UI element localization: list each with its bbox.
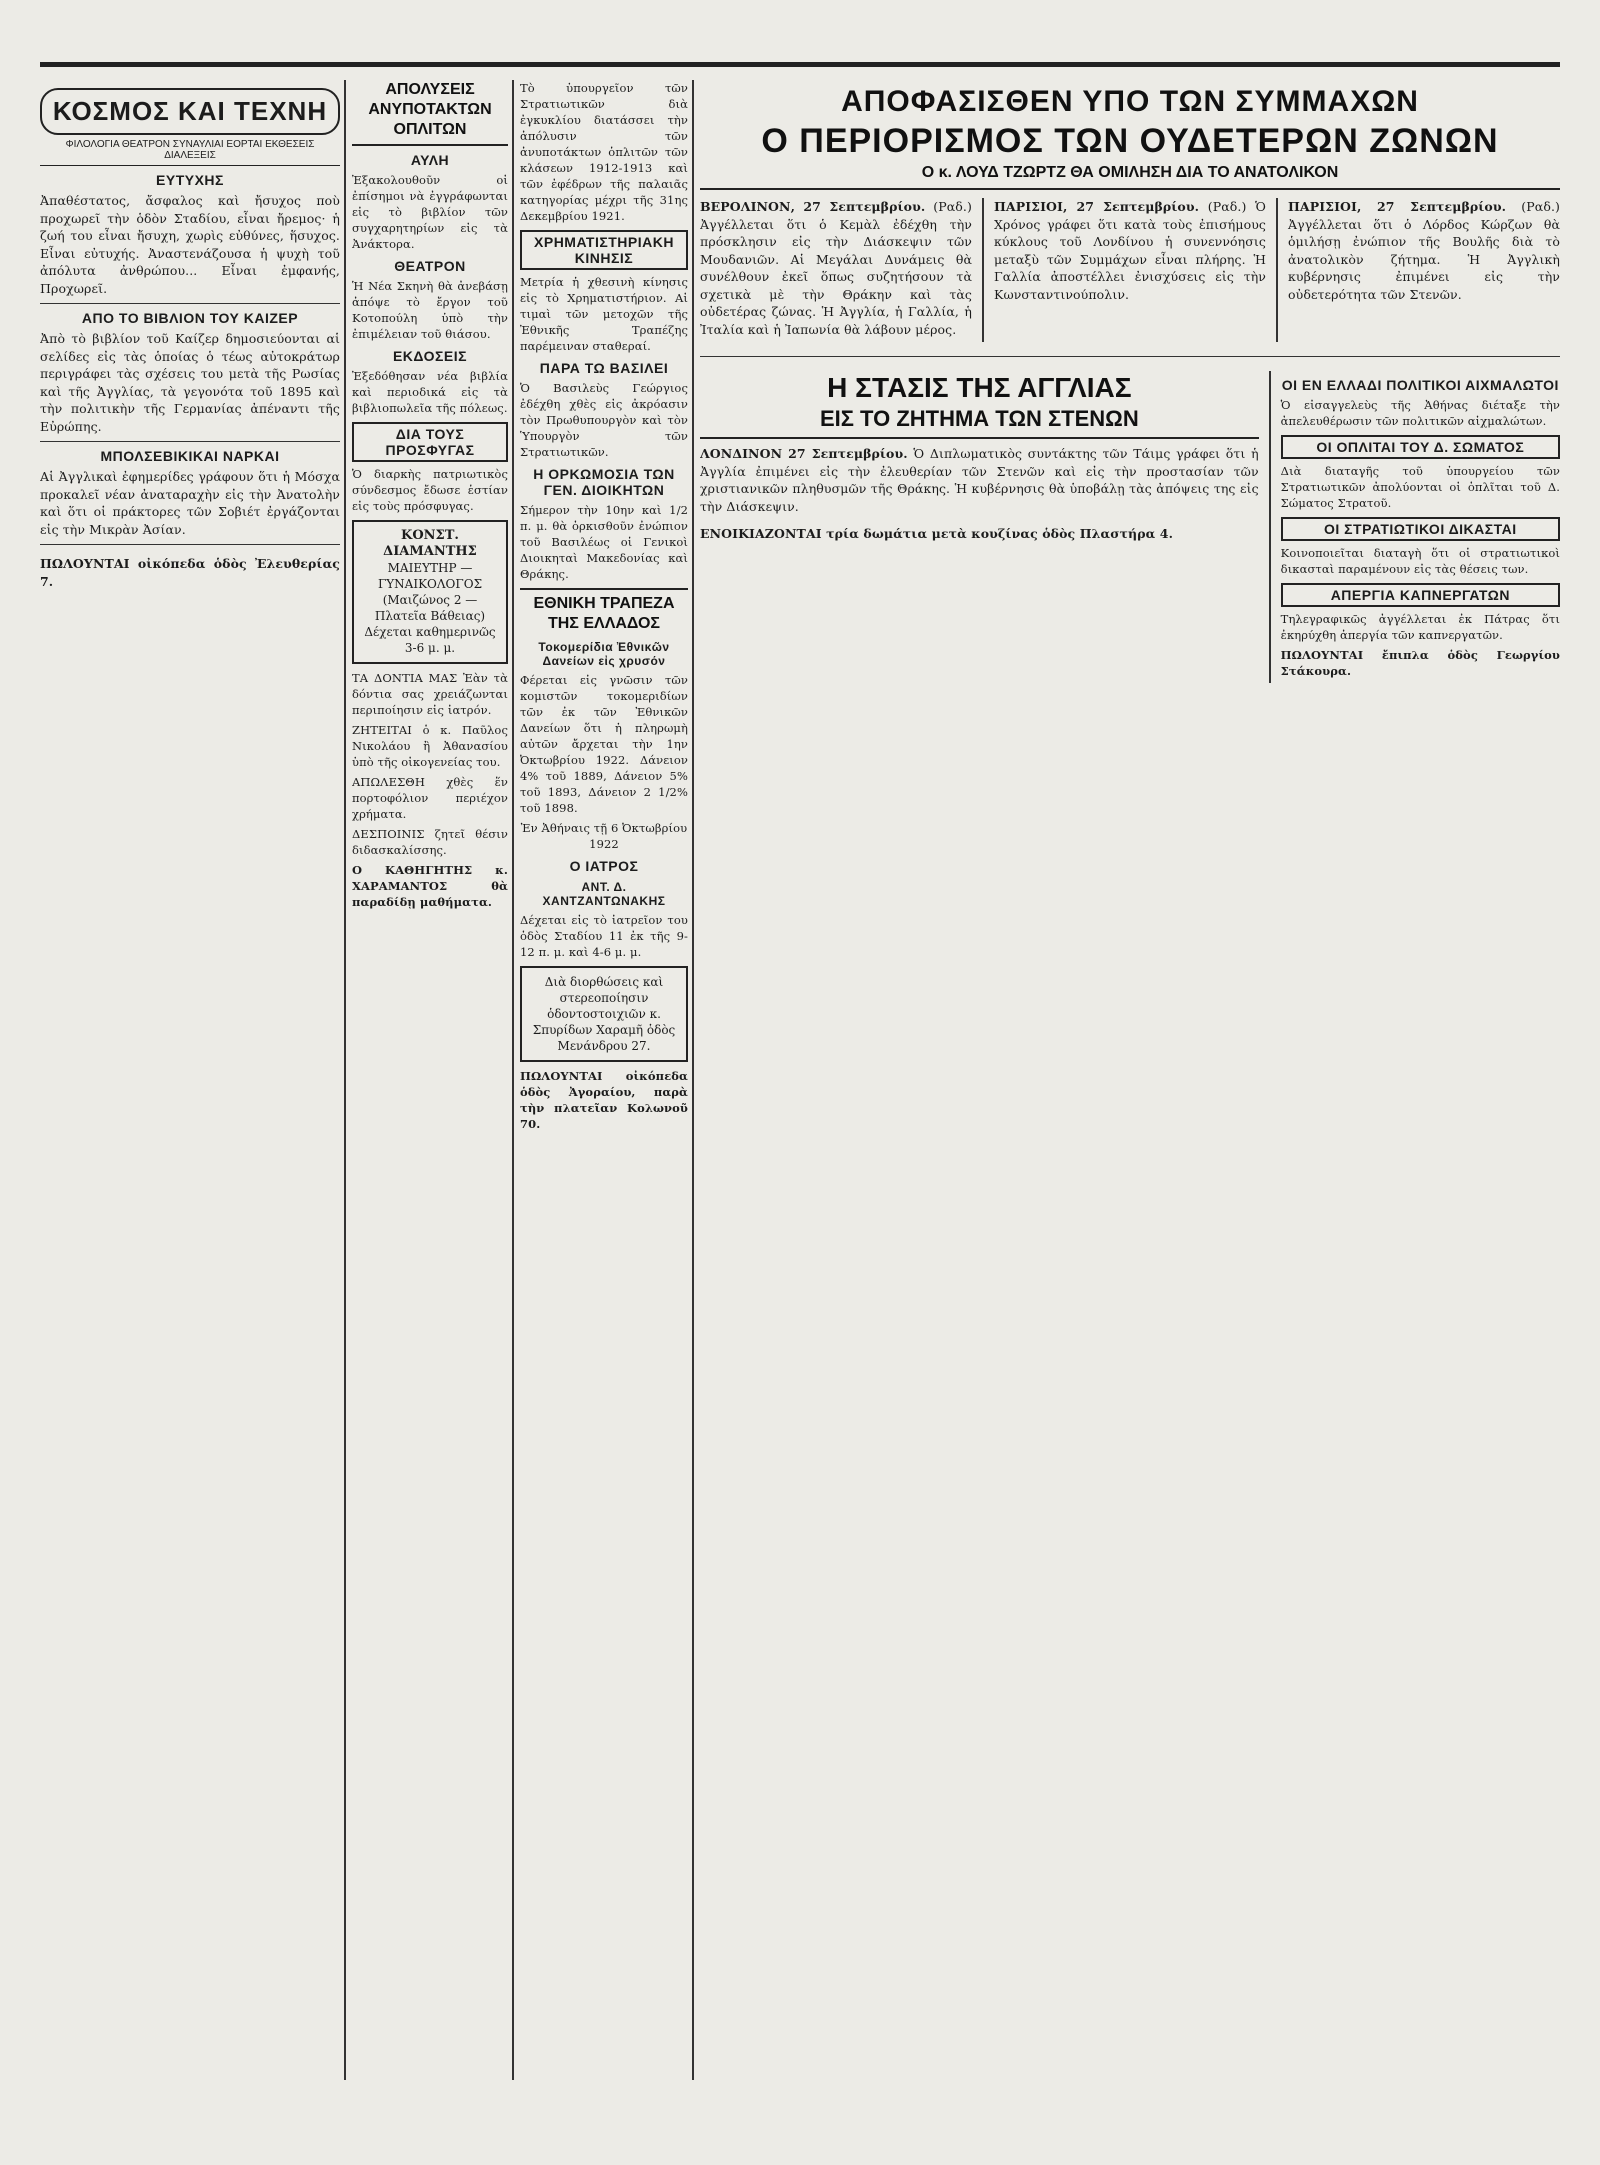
news-text: Ὁ Διπλωματικὸς συντάκτης τῶν Τάιμς γράφει ὅτι ἡ Ἀγγλία ἐπιμένει εἰς τὴν ἐλευθερίαν τῶν Στενῶν καὶ εἰς τὴν προστασίαν τῶν χριστιανικῶν πληθυσμῶν τῆς Θράκης. Ἡ κυβέρνησις θὰ ὑποβάλῃ τὰς ἀπόψεις της εἰς τὴν Διάσκεψιν. [700, 446, 1259, 514]
top-rule [40, 62, 1560, 67]
section-title-king: ΠΑΡΑ ΤΩ ΒΑΣΙΛΕΙ [539, 360, 669, 376]
straits-subheadline: ΕΙΣ ΤΟ ΖΗΤΗΜΑ ΤΩΝ ΣΤΕΝΩΝ [700, 405, 1259, 439]
article-text: Ἐξακολουθοῦν οἱ ἐπίσημοι νὰ ἐγγράφωνται εἰς τὸ βιβλίον τῶν συγχαρητηρίων εἰς τὰ Ἀνάκτορα. [352, 173, 508, 251]
article-text: Ἀπαθέστατος, ἄσφαλος καὶ ἤσυχος ποὺ προχωρεῖ τὴν ὁδὸν Σταδίου, εἶναι ἤρεμος· ἡ ζωή του εἶναι ἤσυχη, χωρὶς εὐθύνες, ἥσυχος. Εἶναι εὐτυχής. Ἀναστενάζουσα ἡ ψυχὴ τοῦ ἀπόλυτα ἀνθρώπου... Εἶναι ἐμφανής, Προχωρεῖ. [40, 193, 340, 296]
divider [700, 356, 1560, 357]
bank-subtitle: Τοκομερίδια Ἐθνικῶν Δανείων εἰς χρυσόν [538, 640, 670, 668]
doctor-ad-title: ΜΑΙΕΥΤΗΡ — ΓΥΝΑΙΚΟΛΟΓΟΣ [377, 561, 483, 591]
article-text: Ὁ εἰσαγγελεὺς τῆς Ἀθήνας διέταξε τὴν ἀπελευθέρωσιν τῶν πολιτικῶν αἰχμαλώτων. [1280, 398, 1560, 428]
doctor-name: ΑΝΤ. Δ. ΧΑΝΤΖΑΝΤΩΝΑΚΗΣ [542, 880, 666, 908]
section-title-editions: ΕΚΔΟΣΕΙΣ [392, 348, 468, 364]
classified-ad: ΖΗΤΕΙΤΑΙ ὁ κ. Παῦλος Νικολάου ἢ Ἀθανασίου ὑπὸ τῆς οἰκογενείας του. [352, 723, 508, 769]
doctor-ad-box [352, 520, 508, 664]
article-text: Αἱ Ἀγγλικαὶ ἐφημερίδες γράφουν ὅτι ἡ Μόσχα προκαλεῖ νέαν ἀναταραχὴν εἰς τὴν Ἀνατολὴν καὶ ὅτι οἱ πράκτορες τῶν Σοβιέτ ἐργάζονται εἰς τὴν Μικρὰν Ἀσίαν. [40, 469, 340, 537]
classified-ad: ΠΩΛΟΥΝΤΑΙ οἰκόπεδα ὁδὸς Ἀγοραίου, παρὰ τὴν πλατεῖαν Κολωνοῦ 70. [520, 1069, 688, 1131]
section-title-strike: ΑΠΕΡΓΙΑ ΚΑΠΝΕΡΓΑΤΩΝ [1281, 583, 1560, 607]
doctor-title: Ο ΙΑΤΡΟΣ [569, 858, 639, 874]
classified-ad: ΕΝΟΙΚΙΑΖΟΝΤΑΙ τρία δωμάτια μετὰ κουζίνας ὁδὸς Πλαστήρα 4. [700, 526, 1174, 541]
divider [40, 441, 340, 442]
banner-headline: ΑΠΟΦΑΣΙΣΘΕΝ ΥΠΟ ΤΩΝ ΣΥΜΜΑΧΩΝ [841, 85, 1419, 118]
news-text: (Ραδ.) Ἀγγέλλεται ὅτι ὁ Κεμὰλ ἐδέχθη τὴν πρόσκλησιν εἰς τὴν Διάσκεψιν τῶν Μουδανιῶν. Αἱ Μεγάλαι Δυνάμεις θὰ συνέλθουν ἐκεῖ ὅπως συζητήσουν τὰ σχετικὰ μὲ τὴν Θράκην καὶ τὰς οὐδετέρας ζώνας. Ἡ Ἀγγλία, ἡ Γαλλία, ἡ Ἰταλία καὶ ἡ Ἰαπωνία θὰ λάβουν μέρος. [700, 199, 972, 337]
article-text: Τηλεγραφικῶς ἀγγέλλεται ἐκ Πάτρας ὅτι ἐκηρύχθη ἀπεργία τῶν καπνεργατῶν. [1280, 612, 1560, 642]
column-2 [352, 80, 508, 2150]
brief-news-column [1281, 371, 1560, 683]
article-text: Διὰ διαταγῆς τοῦ ὑπουργείου τῶν Στρατιωτικῶν ἀπολύονται οἱ ὁπλῖται τοῦ Δ. Σώματος Στρατοῦ. [1280, 464, 1560, 510]
lower-section [700, 371, 1560, 683]
doctor-ad-hours: Δέχεται καθημερινῶς 3-6 μ. μ. [364, 625, 496, 655]
classified-ad: ΑΠΩΛΕΣΘΗ χθὲς ἕν πορτοφόλιον περιέχον χρήματα. [352, 775, 508, 821]
news-text: (Ραδ.) Ἀγγέλλεται ὅτι ὁ Λόρδος Κώρζων θὰ ὁμιλήσῃ ἐνώπιον τῆς Βουλῆς διὰ τὸ ἀνατολικὸν ζήτημα. Ἡ Ἀγγλικὴ κυβέρνησις ἐπιμένει εἰς τὴν οὐδετερότητα τῶν Στενῶν. [1288, 199, 1560, 302]
section-title-bolshevik: ΜΠΟΛΣΕΒΙΚΙΚΑΙ ΝΑΡΚΑΙ [100, 448, 280, 464]
article-text: Ἀπὸ τὸ βιβλίον τοῦ Καίζερ δημοσιεύονται αἱ σελίδες εἰς τὰς ὁποίας ὁ τέως αὐτοκράτωρ περιγράφει τὰς σχέσεις του μετὰ τῆς Ρωσίας καὶ τῆς Ἀγγλίας, τὰ γεγονότα τοῦ 1895 καὶ τὴν πολιτικὴν τῆς Γερμανίας ἀπέναντι τῆς Εὐρώπης. [40, 331, 340, 434]
article-text: Ὁ Βασιλεὺς Γεώργιος ἐδέχθη χθὲς εἰς ἀκρόασιν τὸν Πρωθυπουργὸν καὶ τὸν Ὑπουργὸν τῶν Στρατιωτικῶν. [520, 381, 688, 459]
sub-headline: Ο κ. ΛΟΥΔ ΤΖΩΡΤΖ ΘΑ ΟΜΙΛΗΣΗ ΔΙΑ ΤΟ ΑΝΑΤΟΛΙΚΟΝ [700, 162, 1560, 190]
masthead [40, 88, 340, 135]
doctor-text: Δέχεται εἰς τὸ ἰατρεῖον του ὁδὸς Σταδίου 11 ἐκ τῆς 9-12 π. μ. καὶ 4-6 μ. μ. [520, 913, 688, 959]
classified-ad: Ο ΚΑΘΗΓΗΤΗΣ κ. ΧΑΡΑΜΑΝΤΟΣ θὰ παραδίδῃ μαθήματα. [352, 863, 508, 909]
section-title-market: ΧΡΗΜΑΤΙΣΤΗΡΙΑΚΗ ΚΙΝΗΣΙΣ [520, 230, 688, 270]
column-divider [692, 80, 694, 2080]
dateline: ΒΕΡΟΛΙΝΟΝ, 27 Σεπτεμβρίου. [700, 199, 926, 214]
section-title-court: ΑΥΛΗ [410, 152, 450, 168]
article-text: Τὸ ὑπουργεῖον τῶν Στρατιωτικῶν διὰ ἐγκυκλίου διατάσσει τὴν ἀπόλυσιν τῶν ἀνυποτάκτων ὁπλιτῶν τῶν κλάσεων 1912-1913 καὶ τῶν ἐφέδρων τῆς παλαιᾶς κατηγορίας μέχρι τῆς 31ης Δεκεμβρίου 1921. [520, 81, 688, 223]
column-1 [40, 80, 340, 2150]
section-title-judges: ΟΙ ΣΤΡΑΤΙΩΤΙΚΟΙ ΔΙΚΑΣΤΑΙ [1281, 517, 1560, 541]
column-3 [520, 80, 688, 2150]
dateline: ΠΑΡΙΣΙΟΙ, 27 Σεπτεμβρίου. [1288, 199, 1507, 214]
masthead-title: ΚΟΣΜΟΣ ΚΑΙ ΤΕΧΝΗ [52, 96, 328, 126]
column-divider [982, 198, 984, 342]
column-divider [512, 80, 514, 2080]
news-columns [700, 198, 1560, 342]
article-text: Ἡ Νέα Σκηνὴ θὰ ἀνεβάσῃ ἀπόψε τὸ ἔργον τοῦ Κοτοπούλη ὑπὸ τὴν ἐπιμέλειαν τοῦ θιάσου. [352, 279, 508, 341]
bank-date: Ἐν Ἀθήναις τῇ 6 Ὀκτωβρίου 1922 [520, 821, 688, 851]
article-text: Σήμερον τὴν 10ην καὶ 1/2 π. μ. θὰ ὁρκισθοῦν ἐνώπιον τοῦ Βασιλέως οἱ Γενικοὶ Διοικηταὶ Μακεδονίας καὶ Θράκης. [520, 503, 688, 581]
masthead-subheader: ΦΙΛΟΛΟΓΙΑ ΘΕΑΤΡΟΝ ΣΥΝΑΥΛΙΑΙ ΕΟΡΤΑΙ ΕΚΘΕΣΕΙΣ ΔΙΑΛΕΞΕΙΣ [40, 139, 340, 166]
main-headline: Ο ΠΕΡΙΟΡΙΣΜΟΣ ΤΩΝ ΟΥΔΕΤΕΡΩΝ ΖΩΝΩΝ [761, 122, 1499, 160]
divider [40, 544, 340, 545]
dateline: ΛΟΝΔΙΝΟΝ 27 Σεπτεμβρίου. [700, 446, 908, 461]
straits-article [700, 371, 1259, 683]
section-title-oath: Η ΟΡΚΩΜΟΣΙΑ ΤΩΝ ΓΕΝ. ΔΙΟΙΚΗΤΩΝ [533, 466, 675, 498]
news-column [1288, 198, 1560, 342]
article-text: Ἐξεδόθησαν νέα βιβλία καὶ περιοδικά εἰς τὰ βιβλιοπωλεῖα τῆς πόλεως. [352, 369, 508, 415]
column-divider [1276, 198, 1278, 342]
divider [40, 303, 340, 304]
dentist-ad-box [520, 966, 688, 1062]
bank-title: ΕΘΝΙΚΗ ΤΡΑΠΕΖΑ ΤΗΣ ΕΛΛΑΔΟΣ [520, 588, 688, 634]
classified-ad: ΤΑ ΔΟΝΤΙΑ ΜΑΣ Ἐὰν τὰ δόντια σας χρειάζωνται περιποίησιν εἰς ἰατρόν. [352, 671, 508, 717]
section-title-refugees: ΔΙΑ ΤΟΥΣ ΠΡΟΣΦΥΓΑΣ [352, 422, 508, 462]
column-divider [344, 80, 346, 2080]
column-2-headline: ΑΠΟΛΥΣΕΙΣ ΑΝΥΠΟΤΑΚΤΩΝ ΟΠΛΙΤΩΝ [352, 80, 508, 146]
section-title-kaiser: ΑΠΟ ΤΟ ΒΙΒΛΙΟΝ ΤΟΥ ΚΑΙΖΕΡ [81, 310, 299, 326]
section-title-prisoners: ΟΙ ΕΝ ΕΛΛΑΔΙ ΠΟΛΙΤΙΚΟΙ ΑΙΧΜΑΛΩΤΟΙ [1281, 377, 1559, 393]
section-title-eftychis: ΕΥΤΥΧΗΣ [156, 172, 224, 188]
right-section [700, 80, 1560, 2150]
classified-ad: ΔΕΣΠΟΙΝΙΣ ζητεῖ θέσιν διδασκαλίσσης. [352, 827, 508, 857]
straits-headline: Η ΣΤΑΣΙΣ ΤΗΣ ΑΓΓΛΙΑΣ [827, 372, 1132, 403]
news-column [700, 198, 972, 342]
news-text: (Ραδ.) Ὁ Χρόνος γράφει ὅτι κατὰ τοὺς ἐπισήμους κύκλους τοῦ Λονδίνου ἡ συνεννόησις μεταξὺ τῶν Συμμάχων εἶναι πλήρης. Ἡ Γαλλία ἀποστέλλει ἐνισχύσεις εἰς τὴν Κωνσταντινούπολιν. [994, 199, 1267, 302]
article-text: Ὁ διαρκὴς πατριωτικὸς σύνδεσμος ἔδωσε ἑστίαν εἰς τοὺς πρόσφυγας. [352, 467, 508, 513]
section-title-theatre: ΘΕΑΤΡΟΝ [394, 258, 466, 274]
doctor-ad-name: ΚΟΝΣΤ. ΔΙΑΜΑΝΤΗΣ [383, 528, 477, 559]
doctor-ad-address: (Μαιζώνος 2 — Πλατεῖα Βάθειας) [374, 593, 486, 623]
dateline: ΠΑΡΙΣΙΟΙ, 27 Σεπτεμβρίου. [994, 199, 1200, 214]
article-text: Κοινοποιεῖται διαταγὴ ὅτι οἱ στρατιωτικοὶ δικασταὶ παραμένουν εἰς τὰς θέσεις των. [1280, 546, 1560, 576]
news-column [994, 198, 1266, 342]
column-divider [1269, 371, 1271, 683]
section-title-soldiers: ΟΙ ΟΠΛΙΤΑΙ ΤΟΥ Δ. ΣΩΜΑΤΟΣ [1281, 435, 1560, 459]
bank-notice-text: Φέρεται εἰς γνῶσιν τῶν κομιστῶν τοκομεριδίων τῶν ἐκ τῶν Ἐθνικῶν Δανείων ὅτι ἡ πληρωμὴ αὐτῶν ἄρχεται τὴν 1ην Ὀκτωβρίου 1922. Δάνειον 4% τοῦ 1889, Δάνειον 5% τοῦ 1893, Δάνειον 2 1/2% τοῦ 1898. [520, 673, 688, 815]
article-text: Μετρία ἡ χθεσινὴ κίνησις εἰς τὸ Χρηματιστήριον. Αἱ τιμαὶ τῶν μετοχῶν τῆς Ἐθνικῆς Τραπέζης παρέμειναν σταθεραί. [520, 275, 688, 353]
classified-ad: ΠΩΛΟΥΝΤΑΙ οἰκόπεδα ὁδὸς Ἐλευθερίας 7. [40, 556, 340, 589]
dentist-ad-text: Διὰ διορθώσεις καὶ στερεοποίησιν ὁδοντοστοιχιῶν κ. Σπυρίδων Χαραμῆ ὁδὸς Μενάνδρου 27. [532, 975, 676, 1053]
classified-ad: ΠΩΛΟΥΝΤΑΙ ἔπιπλα ὁδὸς Γεωργίου Στάκουρα. [1280, 648, 1560, 678]
